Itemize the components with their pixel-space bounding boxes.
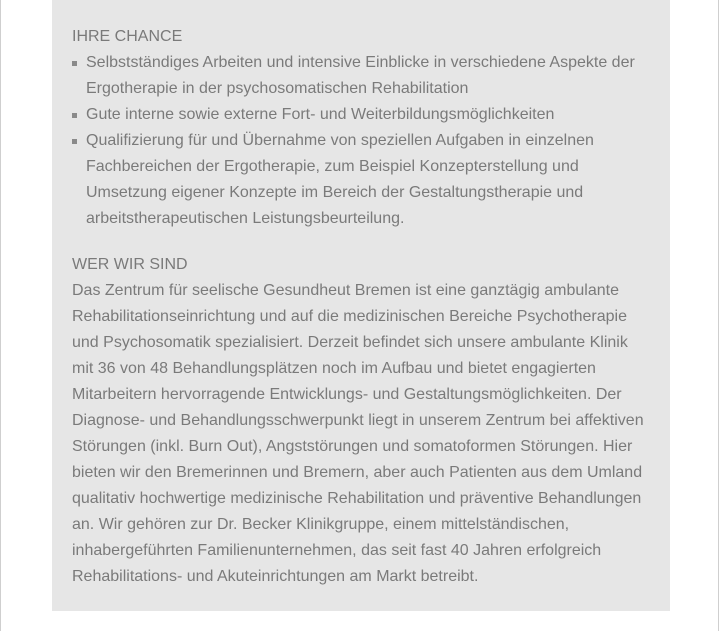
list-item: [86, 102, 650, 128]
content-panel: [52, 0, 670, 611]
bullet-square-icon: [72, 113, 77, 118]
list-item: [86, 50, 650, 102]
bullet-square-icon: [72, 139, 77, 144]
chance-heading: IHRE CHANCE: [72, 28, 183, 45]
about-heading: WER WIR SIND: [72, 256, 188, 273]
about-text: Das Zentrum für seelische Gesundheut Bremen ist eine ganztägig ambulante Rehabilitationseinrichtung und auf die medizinischen Bereiche Psychotherapie und Psychosomatik spezialisiert. Derzeit befindet sich unsere ambulante Klinik mit 36 von 48 Behandlungsplätzen noch im Aufbau und bietet engagierten Mitarbeitern hervorragende Entwicklungs- und Gestaltungsmöglichkeiten. Der Diagnose- und Behandlungsschwerpunkt liegt in unserem Zentrum bei affektiven Störungen (inkl. Burn Out), Angststörungen und somatoformen Störungen. Hier bieten wir den Bremerinnen und Bremern, aber auch Patienten aus dem Umland qualitativ hochwertige medizinische Rehabilitation und präventive Behandlungen an. Wir gehören zur Dr. Becker Klinikgruppe, einem mittelständischen, inhabergeführten Familienunternehmen, das seit fast 40 Jahren erfolgreich Rehabilitations- und Akuteinrichtungen am Markt betreibt.: [72, 282, 644, 585]
list-item: [86, 128, 650, 232]
list-item-text: Gute interne sowie externe Fort- und Weiterbildungsmöglichkeiten: [86, 106, 555, 123]
list-item-text: Qualifizierung für und Übernahme von speziellen Aufgaben in einzelnen Fachbereichen der Ergotherapie, zum Beispiel Konzepterstellung und Umsetzung eigener Konzepte im Bereich der Gestaltungstherapie und arbeitstherapeutischen Leistungsbeurteilung.: [86, 132, 594, 227]
list-item-text: Selbstständiges Arbeiten und intensive Einblicke in verschiedene Aspekte der Ergotherapie in der psychosomatischen Rehabilitation: [86, 54, 635, 97]
chance-list: [72, 50, 650, 232]
bullet-square-icon: [72, 61, 77, 66]
section-spacer: [72, 232, 650, 252]
